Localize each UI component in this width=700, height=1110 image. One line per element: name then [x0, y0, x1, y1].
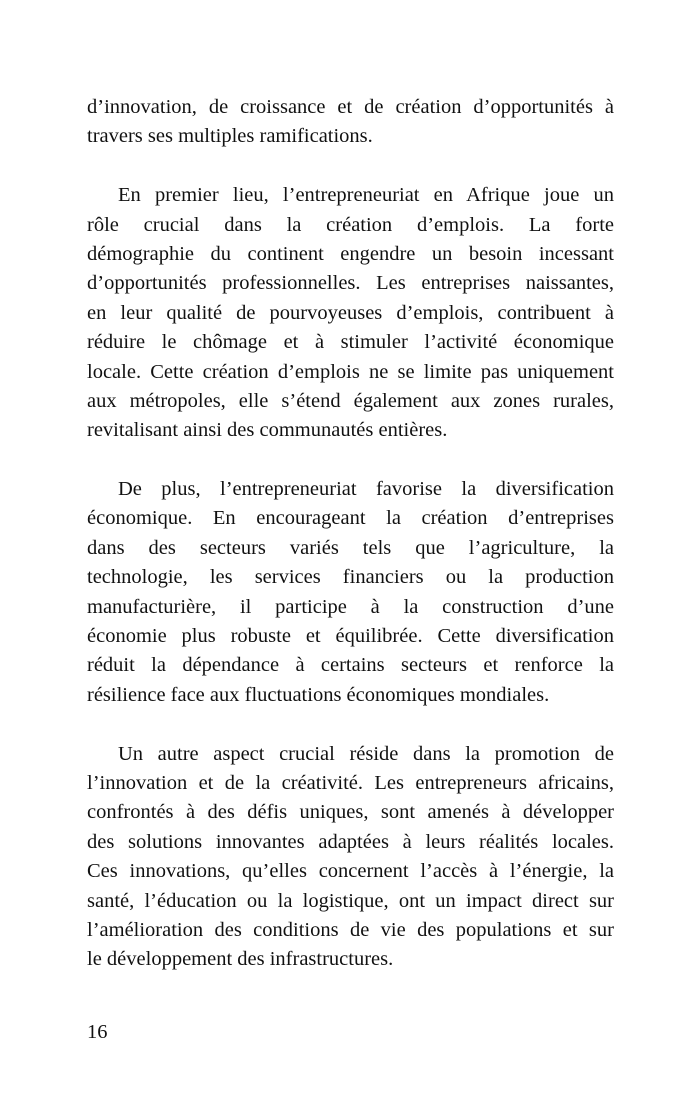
text-line: économique. En encourageant la création d’entreprises	[87, 507, 614, 530]
text-line: démographie du continent engendre un besoin incessant	[87, 242, 614, 265]
text-line: économie plus robuste et équilibrée. Cette diversification	[87, 625, 614, 648]
text-line: dans des secteurs variés tels que l’agriculture, la	[87, 536, 614, 559]
text-line: aux métropoles, elle s’étend également aux zones rurales,	[87, 389, 614, 412]
text-line: Ces innovations, qu’elles concernent l’accès à l’énergie, la	[87, 860, 614, 883]
paragraph	[87, 93, 614, 152]
text-line: réduit la dépendance à certains secteurs et renforce la	[87, 654, 614, 677]
text-line: rôle crucial dans la création d’emplois. La forte	[87, 213, 614, 236]
paragraph	[87, 181, 614, 446]
paragraph	[87, 475, 614, 710]
text-line: santé, l’éducation ou la logistique, ont un impact direct sur	[87, 889, 614, 912]
text-line: réduire le chômage et à stimuler l’activité économique	[87, 331, 614, 354]
paragraph	[87, 740, 614, 975]
text-line: d’opportunités professionnelles. Les entreprises naissantes,	[87, 272, 614, 295]
text-line: d’innovation, de croissance et de création d’opportunités à	[87, 96, 614, 118]
text-line: technologie, les services financiers ou la production	[87, 566, 614, 589]
text-line: résilience face aux fluctuations économiques mondiales.	[87, 683, 550, 706]
text-line: manufacturière, il participe à la construction d’une	[87, 595, 614, 618]
text-line: En premier lieu, l’entrepreneuriat en Afrique joue un	[118, 184, 614, 207]
text-line: travers ses multiples ramifications.	[87, 125, 373, 148]
page-body	[87, 93, 614, 1004]
text-line: De plus, l’entrepreneuriat favorise la diversification	[118, 478, 614, 501]
text-line: en leur qualité de pourvoyeuses d’emplois, contribuent à	[87, 301, 614, 324]
text-line: l’amélioration des conditions de vie des populations et sur	[87, 918, 614, 941]
text-line: confrontés à des défis uniques, sont amenés à développer	[87, 801, 614, 824]
text-line: le développement des infrastructures.	[87, 948, 394, 971]
text-line: locale. Cette création d’emplois ne se limite pas uniquement	[87, 360, 614, 383]
text-line: Un autre aspect crucial réside dans la promotion de	[118, 742, 614, 765]
page-number: 16	[87, 1021, 108, 1043]
text-line: l’innovation et de la créativité. Les entrepreneurs africains,	[87, 771, 614, 794]
text-line: des solutions innovantes adaptées à leurs réalités locales.	[87, 830, 614, 853]
text-line: revitalisant ainsi des communautés entières.	[87, 419, 448, 442]
